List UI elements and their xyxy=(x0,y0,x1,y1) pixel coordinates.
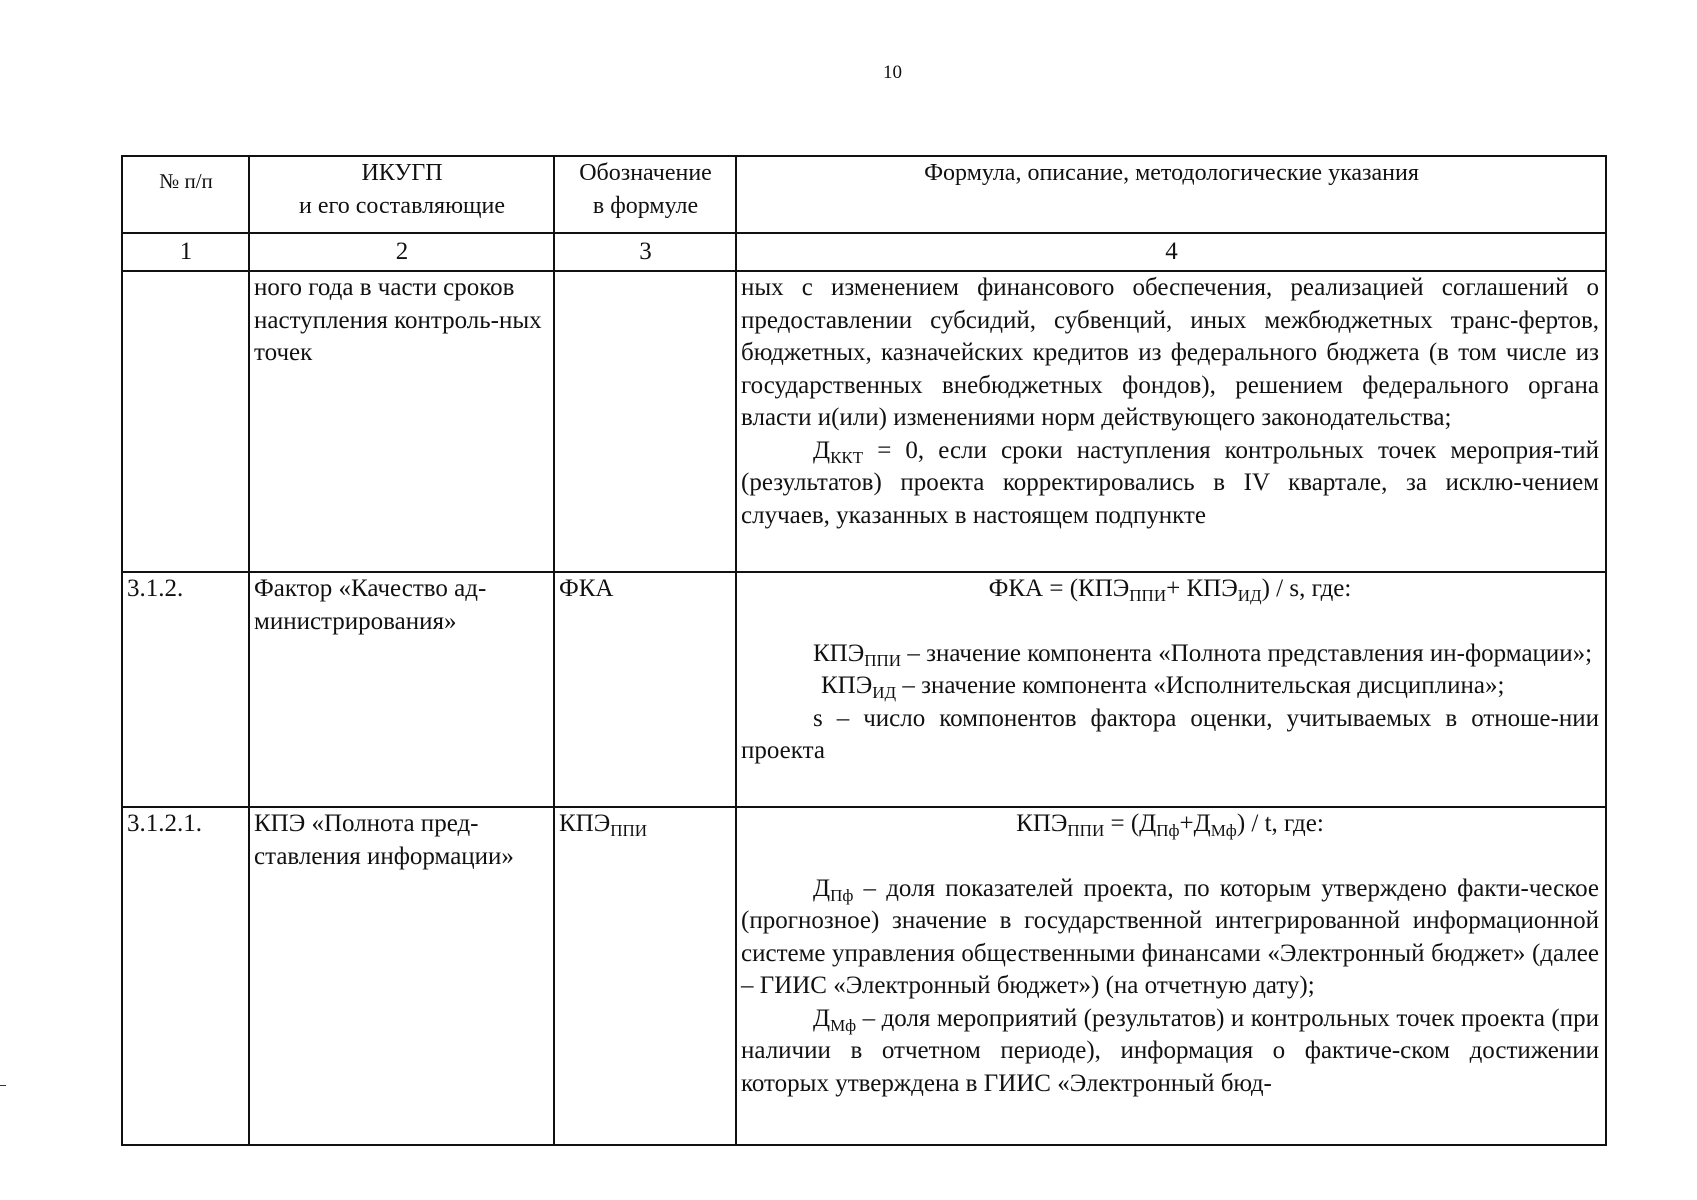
symbol: КПЭ xyxy=(813,639,865,667)
column-number-4: 4 xyxy=(736,233,1606,271)
row-name: Фактор «Качество ад-министрирования» xyxy=(249,572,554,807)
row-symbol xyxy=(554,271,736,572)
definition xyxy=(741,873,1599,1003)
definition-text: – доля показателей проекта, по которым утверждено факти-ческое (прогнозное) значение в государственной интегрированной информационной системе управления общественными финансами «Электронный бюджет» (далее – ГИИС «Электронный бюджет») (на отчетную дату); xyxy=(741,874,1599,999)
methodology-table xyxy=(121,155,1607,1146)
crop-mark xyxy=(0,1085,6,1086)
description-paragraph xyxy=(741,435,1599,533)
column-number-1: 1 xyxy=(122,233,249,271)
formula-subscript: ППИ xyxy=(1067,821,1105,840)
symbol-subscript: ППИ xyxy=(864,650,902,670)
header-symbol xyxy=(554,156,736,233)
column-number-2: 2 xyxy=(249,233,554,271)
definition-text: – доля мероприятий (результатов) и контрольных точек проекта (при наличии в отчетном периоде), информация о фактиче-ском достижении которых утверждена в ГИИС «Электронный бюд- xyxy=(741,1004,1599,1097)
symbol-subscript: ППИ xyxy=(610,821,648,840)
column-numbers-row xyxy=(122,233,1606,271)
formula-part: +Д xyxy=(1179,810,1211,837)
definition xyxy=(741,1003,1599,1101)
formula-subscript: ИД xyxy=(1237,586,1262,605)
symbol: КПЭ xyxy=(821,672,873,699)
row-description xyxy=(736,271,1606,572)
formula-subscript: ППИ xyxy=(1129,586,1167,605)
symbol-subscript: Мф xyxy=(830,1015,857,1035)
header-ikugp-line1: ИКУГП xyxy=(361,160,443,186)
symbol-subscript: ИД xyxy=(872,683,897,702)
table-row xyxy=(122,807,1606,1145)
header-ikugp-line2: и его составляющие xyxy=(298,193,505,219)
header-symbol-line2: в формуле xyxy=(592,193,699,219)
formula-subscript: Пф xyxy=(1156,821,1180,840)
header-row xyxy=(122,156,1606,233)
formula-subscript: Мф xyxy=(1210,821,1237,840)
row-symbol xyxy=(554,807,736,1145)
symbol: Д xyxy=(813,1004,831,1032)
row-name: КПЭ «Полнота пред-ставления информации» xyxy=(249,807,554,1145)
formula-part: КПЭ xyxy=(1016,810,1068,837)
symbol-subscript: Пф xyxy=(830,885,854,905)
formula-part: ) / s, где: xyxy=(1261,575,1352,602)
header-formula: Формула, описание, методологические указания xyxy=(736,156,1606,233)
description-paragraph: ных с изменением финансового обеспечения, реализацией соглашений о предоставлении субсидий, субвенций, иных межбюджетных транс-фертов, бюджетных, казначейских кредитов из федерального бюджета (в том числе из государственных внебюджетных фондов), решением федерального органа власти и(или) изменениями норм действующего законодательства; xyxy=(741,274,1599,431)
spacer xyxy=(741,606,1599,638)
symbol: КПЭ xyxy=(559,810,611,837)
header-number: № п/п xyxy=(122,156,249,233)
symbol-subscript: ККТ xyxy=(830,447,864,467)
page-number: 10 xyxy=(883,62,902,83)
formula xyxy=(741,808,1599,841)
formula-part: = (Д xyxy=(1104,810,1157,837)
row-symbol: ФКА xyxy=(554,572,736,807)
row-name: ного года в части сроков наступления контроль-ных точек xyxy=(249,271,554,572)
definition-text: – значение компонента «Исполнительская дисциплина»; xyxy=(896,672,1505,699)
row-description xyxy=(736,807,1606,1145)
symbol: Д xyxy=(813,874,831,902)
formula-part: + КПЭ xyxy=(1166,575,1238,602)
spacer xyxy=(741,841,1599,873)
formula-part: ФКА = (КПЭ xyxy=(988,575,1130,602)
definition xyxy=(741,670,1599,703)
column-number-3: 3 xyxy=(554,233,736,271)
header-symbol-line1: Обозначение xyxy=(579,160,712,186)
definition-text: – значение компонента «Полнота представления ин-формации»; xyxy=(901,639,1593,667)
row-description xyxy=(736,572,1606,807)
definition: s – число компонентов фактора оценки, учитываемых в отноше-нии проекта xyxy=(741,704,1599,764)
definition-text: = 0, если сроки наступления контрольных точек мероприя-тий (результатов) проекта корректировались в IV квартале, за исклю-чением случаев, указанных в настоящем подпункте xyxy=(741,436,1599,529)
row-number: 3.1.2. xyxy=(122,572,249,807)
row-number xyxy=(122,271,249,572)
symbol: Д xyxy=(813,436,831,464)
formula xyxy=(741,573,1599,606)
formula-part: ) / t, где: xyxy=(1236,810,1324,837)
table-row xyxy=(122,271,1606,572)
row-number: 3.1.2.1. xyxy=(122,807,249,1145)
definition xyxy=(741,638,1599,671)
table-row xyxy=(122,572,1606,807)
header-ikugp xyxy=(249,156,554,233)
